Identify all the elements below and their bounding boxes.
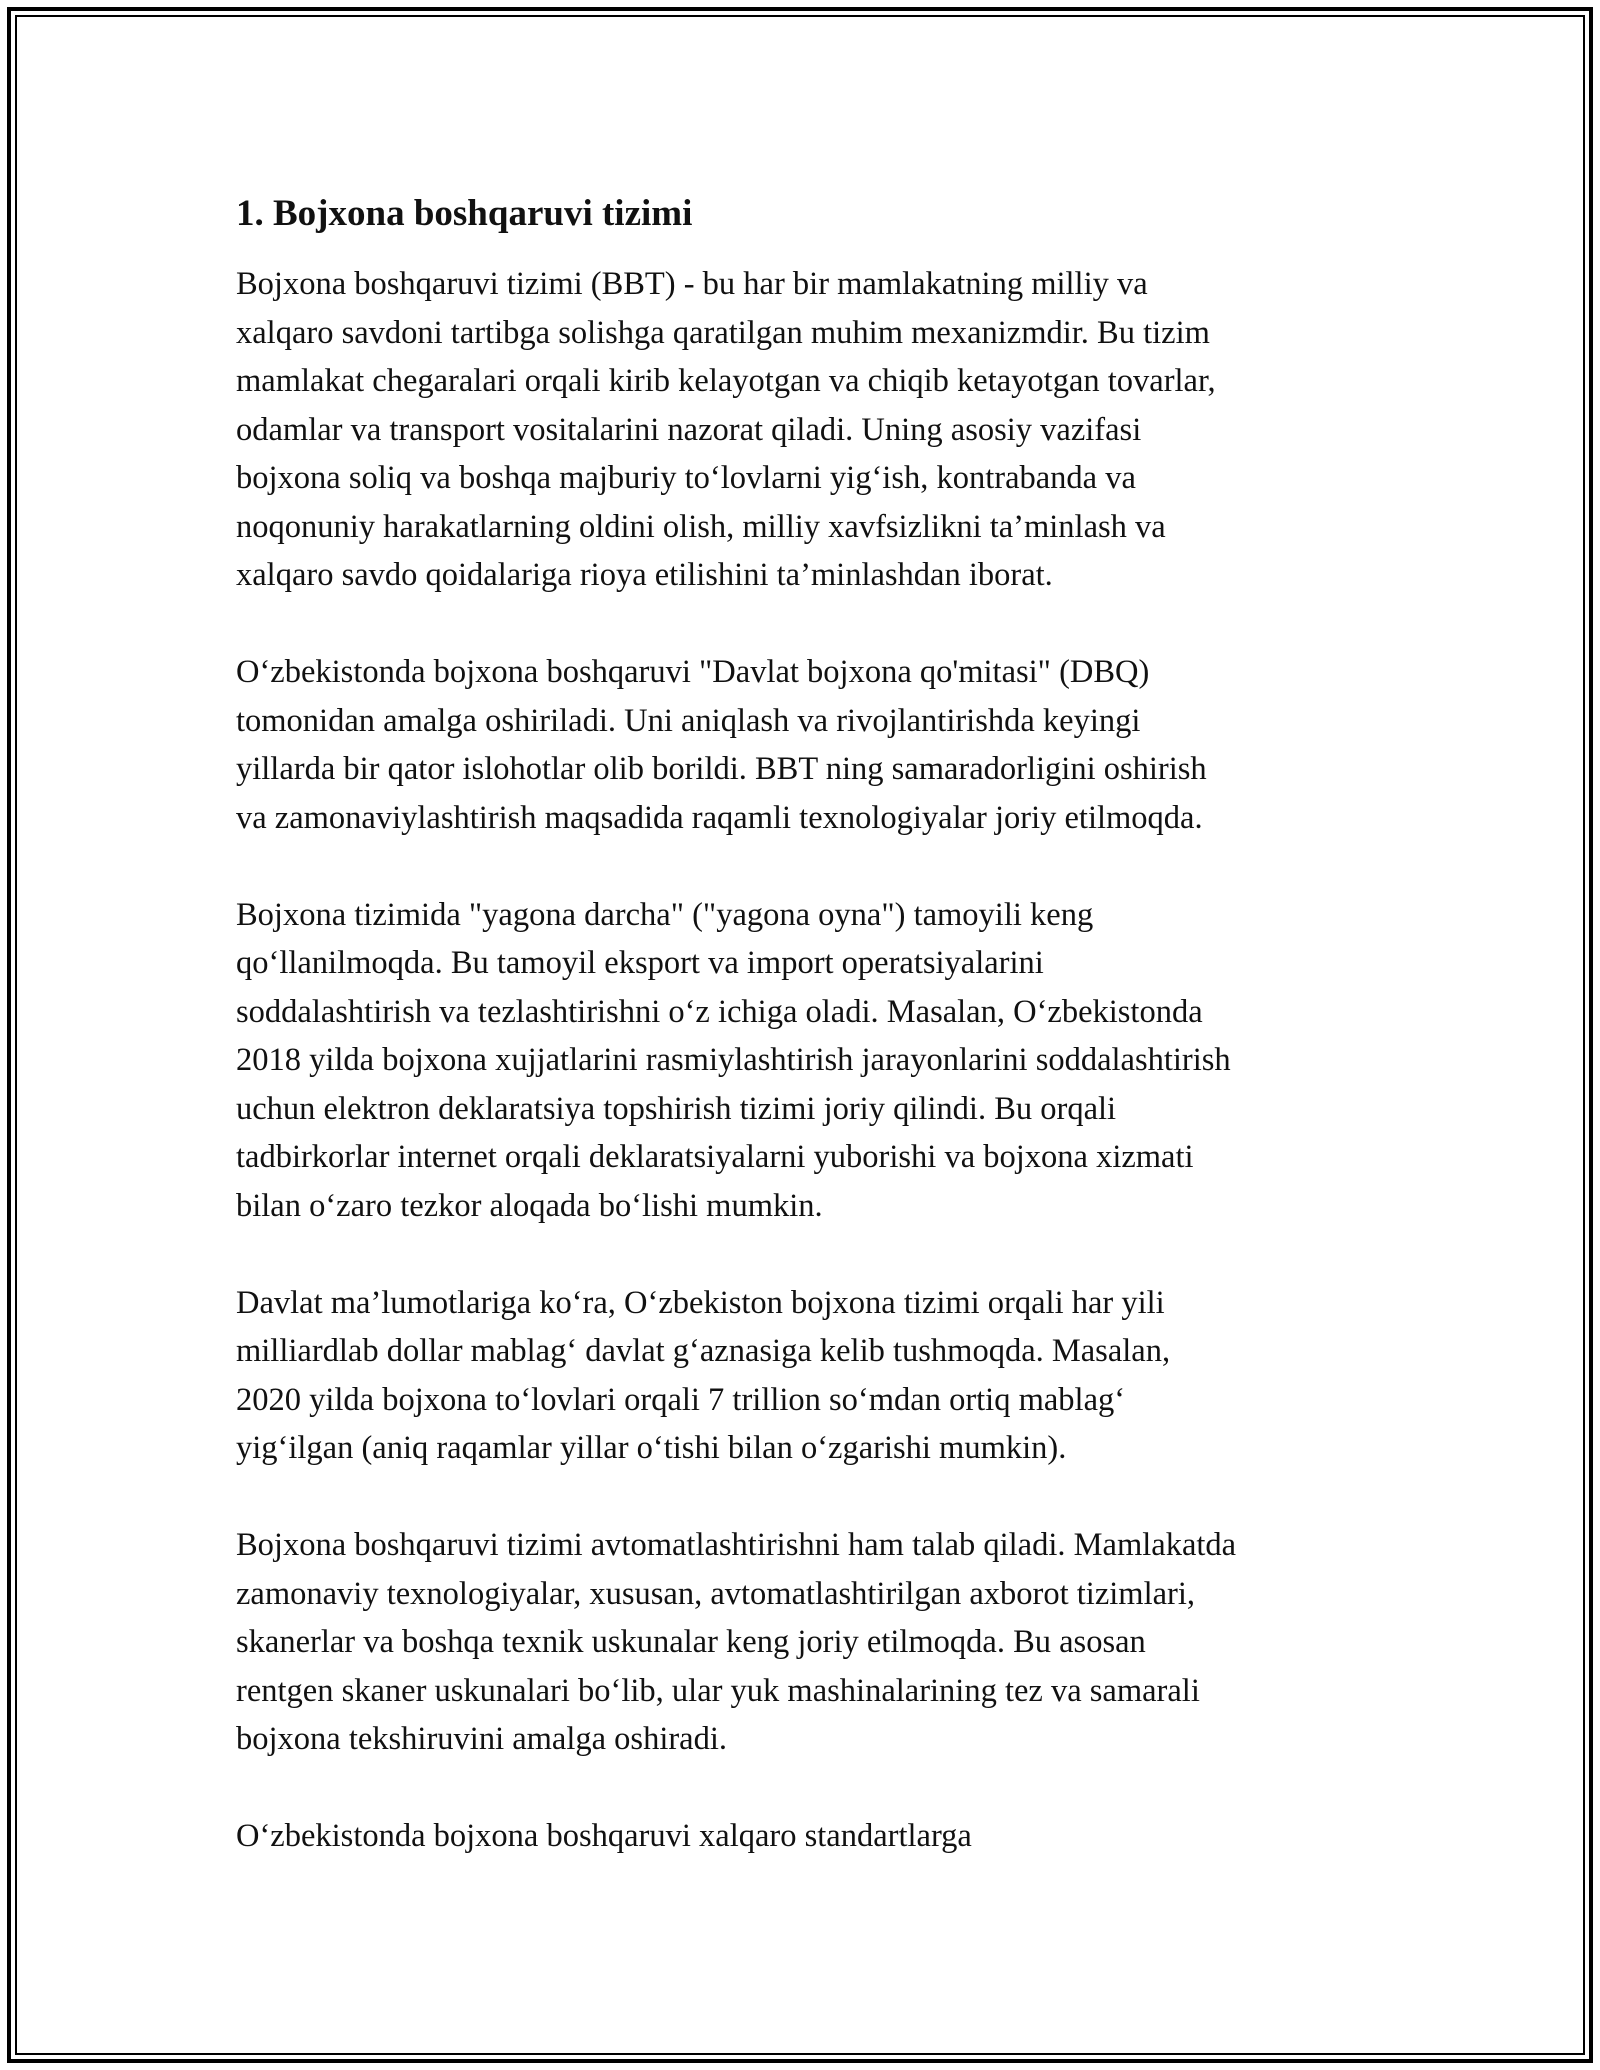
text-line: xalqaro savdoni tartibga solishga qaratilgan muhim mexanizmdir. Bu tizim (236, 314, 1210, 351)
text-line: bojxona tekshiruvini amalga oshiradi. (236, 1721, 728, 1757)
paragraph-1 (236, 260, 1386, 600)
text-line: bojxona soliq va boshqa majburiy to‘lovlarni yig‘ish, kontrabanda va (236, 460, 1136, 496)
text-line: yillarda bir qator islohotlar olib borildi. BBT ning samaradorligini oshirish (236, 751, 1207, 787)
paragraph-2 (236, 648, 1386, 842)
text-line: Davlat ma’lumotlariga ko‘ra, O‘zbekiston bojxona tizimi orqali har yili (236, 1284, 1165, 1321)
text-line: rentgen skaner uskunalari bo‘lib, ular yuk mashinalarining tez va samarali (236, 1672, 1200, 1709)
text-line: tomonidan amalga oshiriladi. Uni aniqlash va rivojlantirishda keyingi (236, 702, 1141, 739)
text-line: 2018 yilda bojxona xujjatlarini rasmiylashtirish jarayonlarini soddalashtirish (236, 1042, 1231, 1078)
paragraph-4 (236, 1279, 1386, 1473)
text-line: bilan o‘zaro tezkor aloqada bo‘lishi mumkin. (236, 1187, 823, 1224)
paragraph-3 (236, 891, 1386, 1231)
text-line: qo‘llanilmoqda. Bu tamoyil eksport va import operatsiyalarini (236, 945, 1044, 981)
text-line: mamlakat chegaralari orqali kirib kelayotgan va chiqib ketayotgan tovarlar, (236, 363, 1216, 399)
text-line: O‘zbekistonda bojxona boshqaruvi xalqaro standartlarga (236, 1818, 972, 1854)
text-line: tadbirkorlar internet orqali deklaratsiyalarni yuborishi va bojxona xizmati (236, 1139, 1194, 1175)
text-line: skanerlar va boshqa texnik uskunalar keng joriy etilmoqda. Bu asosan (236, 1624, 1146, 1660)
document-body (236, 190, 1386, 1909)
text-line: Bojxona boshqaruvi tizimi avtomatlashtirishni ham talab qiladi. Mamlakatda (236, 1527, 1237, 1563)
text-line: zamonaviy texnologiyalar, xususan, avtomatlashtirilgan axborot tizimlari, (236, 1575, 1196, 1612)
text-line: Bojxona tizimida "yagona darcha" ("yagona oyna") tamoyili keng (236, 896, 1094, 933)
text-line: soddalashtirish va tezlashtirishni o‘z ichiga oladi. Masalan, O‘zbekistonda (236, 993, 1203, 1030)
text-line: noqonuniy harakatlarning oldini olish, milliy xavfsizlikni ta’minlash va (236, 508, 1166, 545)
text-line: xalqaro savdo qoidalariga rioya etilishini ta’minlashdan iborat. (236, 557, 1053, 593)
text-line: 2020 yilda bojxona to‘lovlari orqali 7 trillion so‘mdan ortiq mablag‘ (236, 1381, 1126, 1418)
text-line: odamlar va transport vositalarini nazorat qiladi. Uning asosiy vazifasi (236, 411, 1142, 448)
paragraph-5 (236, 1521, 1386, 1764)
text-line: yig‘ilgan (aniq raqamlar yillar o‘tishi bilan o‘zgarishi mumkin). (236, 1430, 1067, 1466)
text-line: O‘zbekistonda bojxona boshqaruvi "Davlat bojxona qo'mitasi" (DBQ) (236, 654, 1150, 690)
text-line: Bojxona boshqaruvi tizimi (BBT) - bu har bir mamlakatning milliy va (236, 266, 1148, 302)
text-line: milliardlab dollar mablag‘ davlat g‘aznasiga kelib tushmoqda. Masalan, (236, 1333, 1171, 1369)
section-heading: 1. Bojxona boshqaruvi tizimi (236, 193, 693, 234)
text-line: va zamonaviylashtirish maqsadida raqamli texnologiyalar joriy etilmoqda. (236, 799, 1203, 836)
paragraph-6 (236, 1812, 1386, 1861)
text-line: uchun elektron deklaratsiya topshirish tizimi joriy qilindi. Bu orqali (236, 1090, 1117, 1127)
